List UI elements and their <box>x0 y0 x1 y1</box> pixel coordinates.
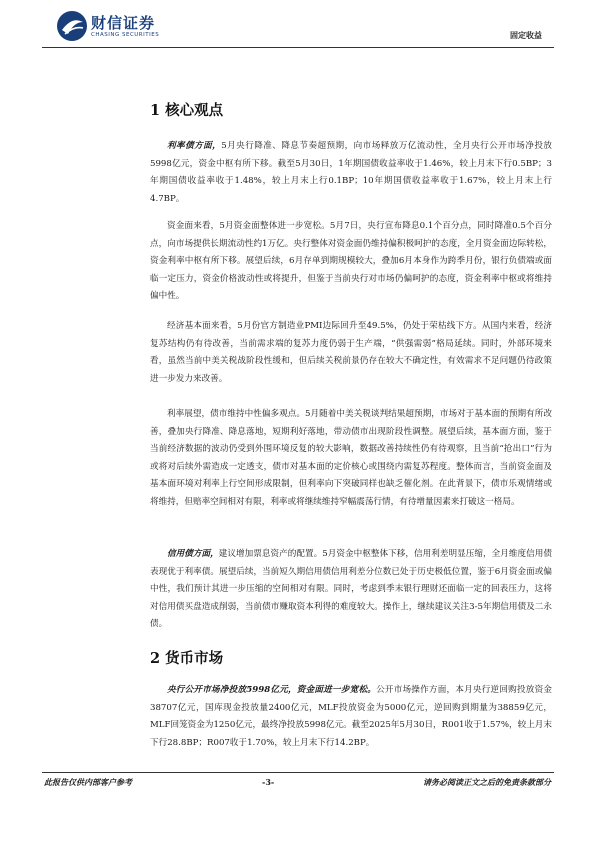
paragraph-liquidity <box>150 218 552 306</box>
logo-english-name: CHASING SECURITIES <box>91 32 160 38</box>
footer-disclaimer-left: 此报告仅供内部客户参考 <box>44 777 132 787</box>
paragraph-text: 资金面来看，5月资金面整体进一步宽松。5月7日，央行宣布降息0.1个百分点，同时降准0.5个百分点，向市场提供长期流动性约1万亿。央行整体对资金面仍维持偏积极呵护的态度，全月资金面边际转松，资金利率中枢有所下移。展望后续，6月存单到期规模较大，叠加6月本身作为跨季月份，银行负债端或面临一定压力，资金价格波动性或将提升，但鉴于当前央行对市场仍偏呵护的态度，资金利率中枢或将维持偏中性。 <box>150 221 552 302</box>
paragraph-fundamentals <box>150 318 552 388</box>
footer-divider <box>42 772 554 773</box>
paragraph-text: 利率展望，债市维持中性偏多观点。5月随着中美关税谈判结果超预期，市场对于基本面的预期有所改善，叠加央行降准、降息落地，短期利好落地，带动债市出现阶段性调整。展望后续，基本面方面，鉴于当前经济数据的波动仍受到外围环境反复的较大影响，数据改善持续性仍有待观察，且当前“抢出口”行为或将对后续外需造成一定透支，债市对基本面的定价核心或围绕内需复苏程度。整体而言，当前资金面及基本面环境对利率上行空间形成限制，但利率向下突破同样也缺乏催化剂。在此背景下，债市乐观情绪或将维持，但赔率空间相对有限，利率或将继续维持窄幅震荡行情，有待增量因素来打破这一格局。 <box>150 409 552 507</box>
paragraph-lead: 利率债方面， <box>167 141 222 151</box>
footer-disclaimer-right: 请务必阅读正文之后的免责条款部分 <box>423 777 551 787</box>
paragraph-rate-outlook <box>150 406 552 512</box>
paragraph-text: 建议增加票息资产的配置。5月资金中枢整体下移，信用利差明显压缩，全月维度信用债表现优于利率债。展望后续，当前短久期信用债信用利差分位数已处于历史极低位置，鉴于6月资金面或偏中性，我们预计其进一步压缩的空间相对有限。同时，考虑到季末银行理财还面临一定的回表压力，这将对信用债买盘造成削弱，当前债市赚取资本利得的难度较大。操作上，继续建议关注3-5年期信用债及二永债。 <box>150 549 552 630</box>
paragraph-text: 5月央行降准、降息节奏超预期，向市场释放万亿流动性，全月央行公开市场净投放5998亿元，资金中枢有所下移。截至5月30日，1年期国债收益率收于1.46%，较上月末下行0.5BP；3年期国债收益率收于1.48%，较上月末上行0.1BP；10年期国债收益率收于1.67%，较上月末上行4.7BP。 <box>150 141 552 204</box>
paragraph-open-market <box>150 682 552 752</box>
section-title-money-market: 2 货币市场 <box>150 650 224 667</box>
paragraph-text: 经济基本面来看，5月份官方制造业PMI边际回升至49.5%，仍处于荣枯线下方。从国内来看，经济复苏结构仍有待改善，当前需求端的复苏力度仍弱于生产端，“供强需弱”格局延续。同时，外部环境来看，虽然当前中美关税战阶段性缓和，但后续关税前景仍存在较大不确定性，有效需求不足问题仍待政策进一步发力来改善。 <box>150 321 552 384</box>
paragraph-credit-bonds <box>150 546 552 634</box>
logo-chinese-name: 财信证券 <box>91 14 156 32</box>
paragraph-lead: 信用债方面， <box>167 549 219 559</box>
company-logo <box>56 10 166 44</box>
paragraph-text: 公开市场操作方面，本月央行逆回购投放资金38707亿元，国库现金投放量2400亿元，MLF投放资金为5000亿元，逆回购到期量为38859亿元，MLF回笼资金为1250亿元，最终净投放5998亿元。截至2025年5月30日，R001收于1.57%，较上月末下行28.8BP；R007收于1.70%，较上月末下行14.2BP。 <box>150 685 552 748</box>
logo-emblem-icon <box>56 10 88 42</box>
section-title-core-views: 1 核心观点 <box>150 102 224 119</box>
page-header <box>0 0 595 56</box>
paragraph-lead: 央行公开市场净投放5998亿元，资金面进一步宽松。 <box>167 685 377 695</box>
report-category-tag: 固定收益 <box>510 31 542 40</box>
paragraph-rate-bonds <box>150 138 552 208</box>
header-divider <box>42 47 554 48</box>
page-number: -3- <box>262 777 275 787</box>
